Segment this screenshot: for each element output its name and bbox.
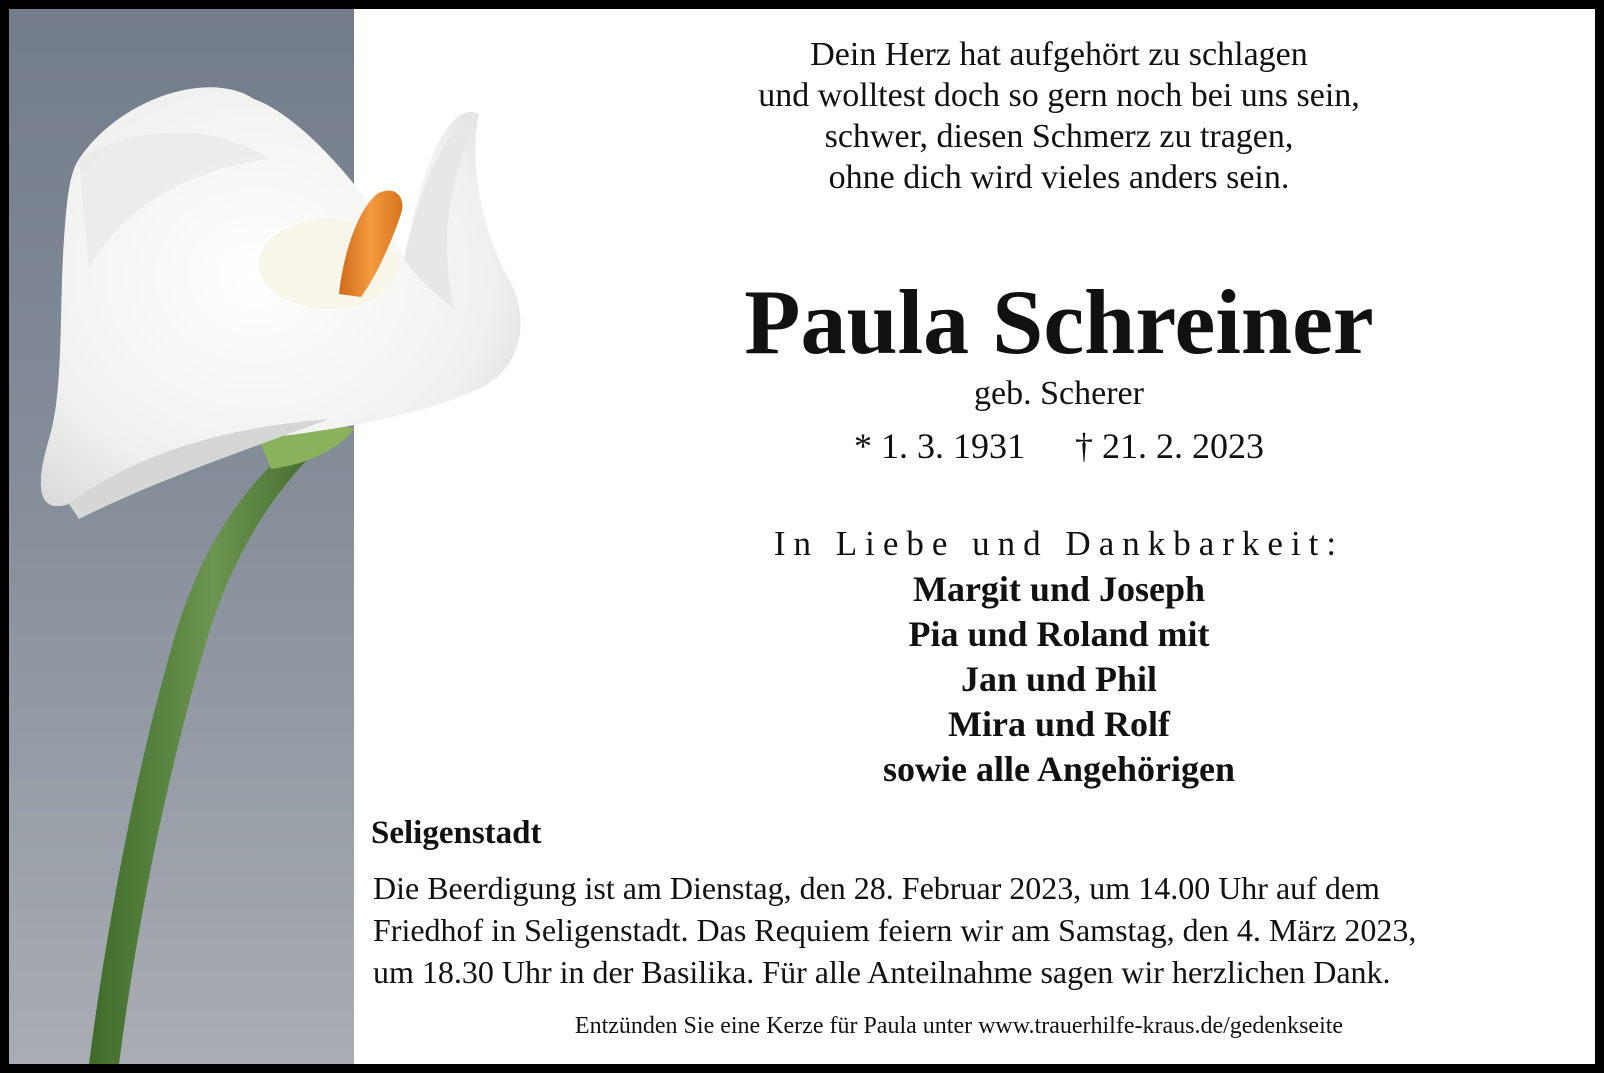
poem <box>689 34 1429 198</box>
funeral-line: um 18.30 Uhr in der Basilika. Für alle Anteilnahme sagen wir herzlichen Dank. <box>373 954 1391 990</box>
life-dates <box>729 424 1389 468</box>
mourner-line: sowie alle Angehörigen <box>883 749 1235 789</box>
place-heading: Seligenstadt <box>371 815 542 851</box>
poem-line: und wolltest doch so gern noch bei uns sein, <box>758 77 1360 114</box>
death-date: † 21. 2. 2023 <box>1075 426 1264 466</box>
birth-date: * 1. 3. 1931 <box>854 426 1025 466</box>
mourners-intro: In Liebe und Dankbarkeit: <box>773 524 1345 563</box>
poem-line: schwer, diesen Schmerz zu tragen, <box>824 118 1294 155</box>
funeral-line: Die Beerdigung ist am Dienstag, den 28. Februar 2023, um 14.00 Uhr auf dem <box>373 870 1380 906</box>
mourners-list <box>699 567 1419 792</box>
mourner-line: Margit und Joseph <box>912 569 1206 609</box>
poem-line: ohne dich wird vieles anders sein. <box>828 159 1290 196</box>
birth-name: geb. Scherer <box>974 375 1144 412</box>
funeral-line: Friedhof in Seligenstadt. Das Requiem feiern wir am Samstag, den 4. März 2023, <box>373 912 1417 948</box>
mourner-line: Mira und Rolf <box>947 704 1170 744</box>
poem-line: Dein Herz hat aufgehört zu schlagen <box>810 36 1308 73</box>
funeral-details <box>373 867 1553 993</box>
deceased-name: Paula Schreiner <box>744 271 1374 373</box>
memorial-link-text: Entzünden Sie eine Kerze für Paula unter www.trauerhilfe-kraus.de/gedenkseite <box>574 1013 1344 1039</box>
mourner-line: Jan und Phil <box>960 659 1158 699</box>
mourner-line: Pia und Roland mit <box>908 614 1210 654</box>
